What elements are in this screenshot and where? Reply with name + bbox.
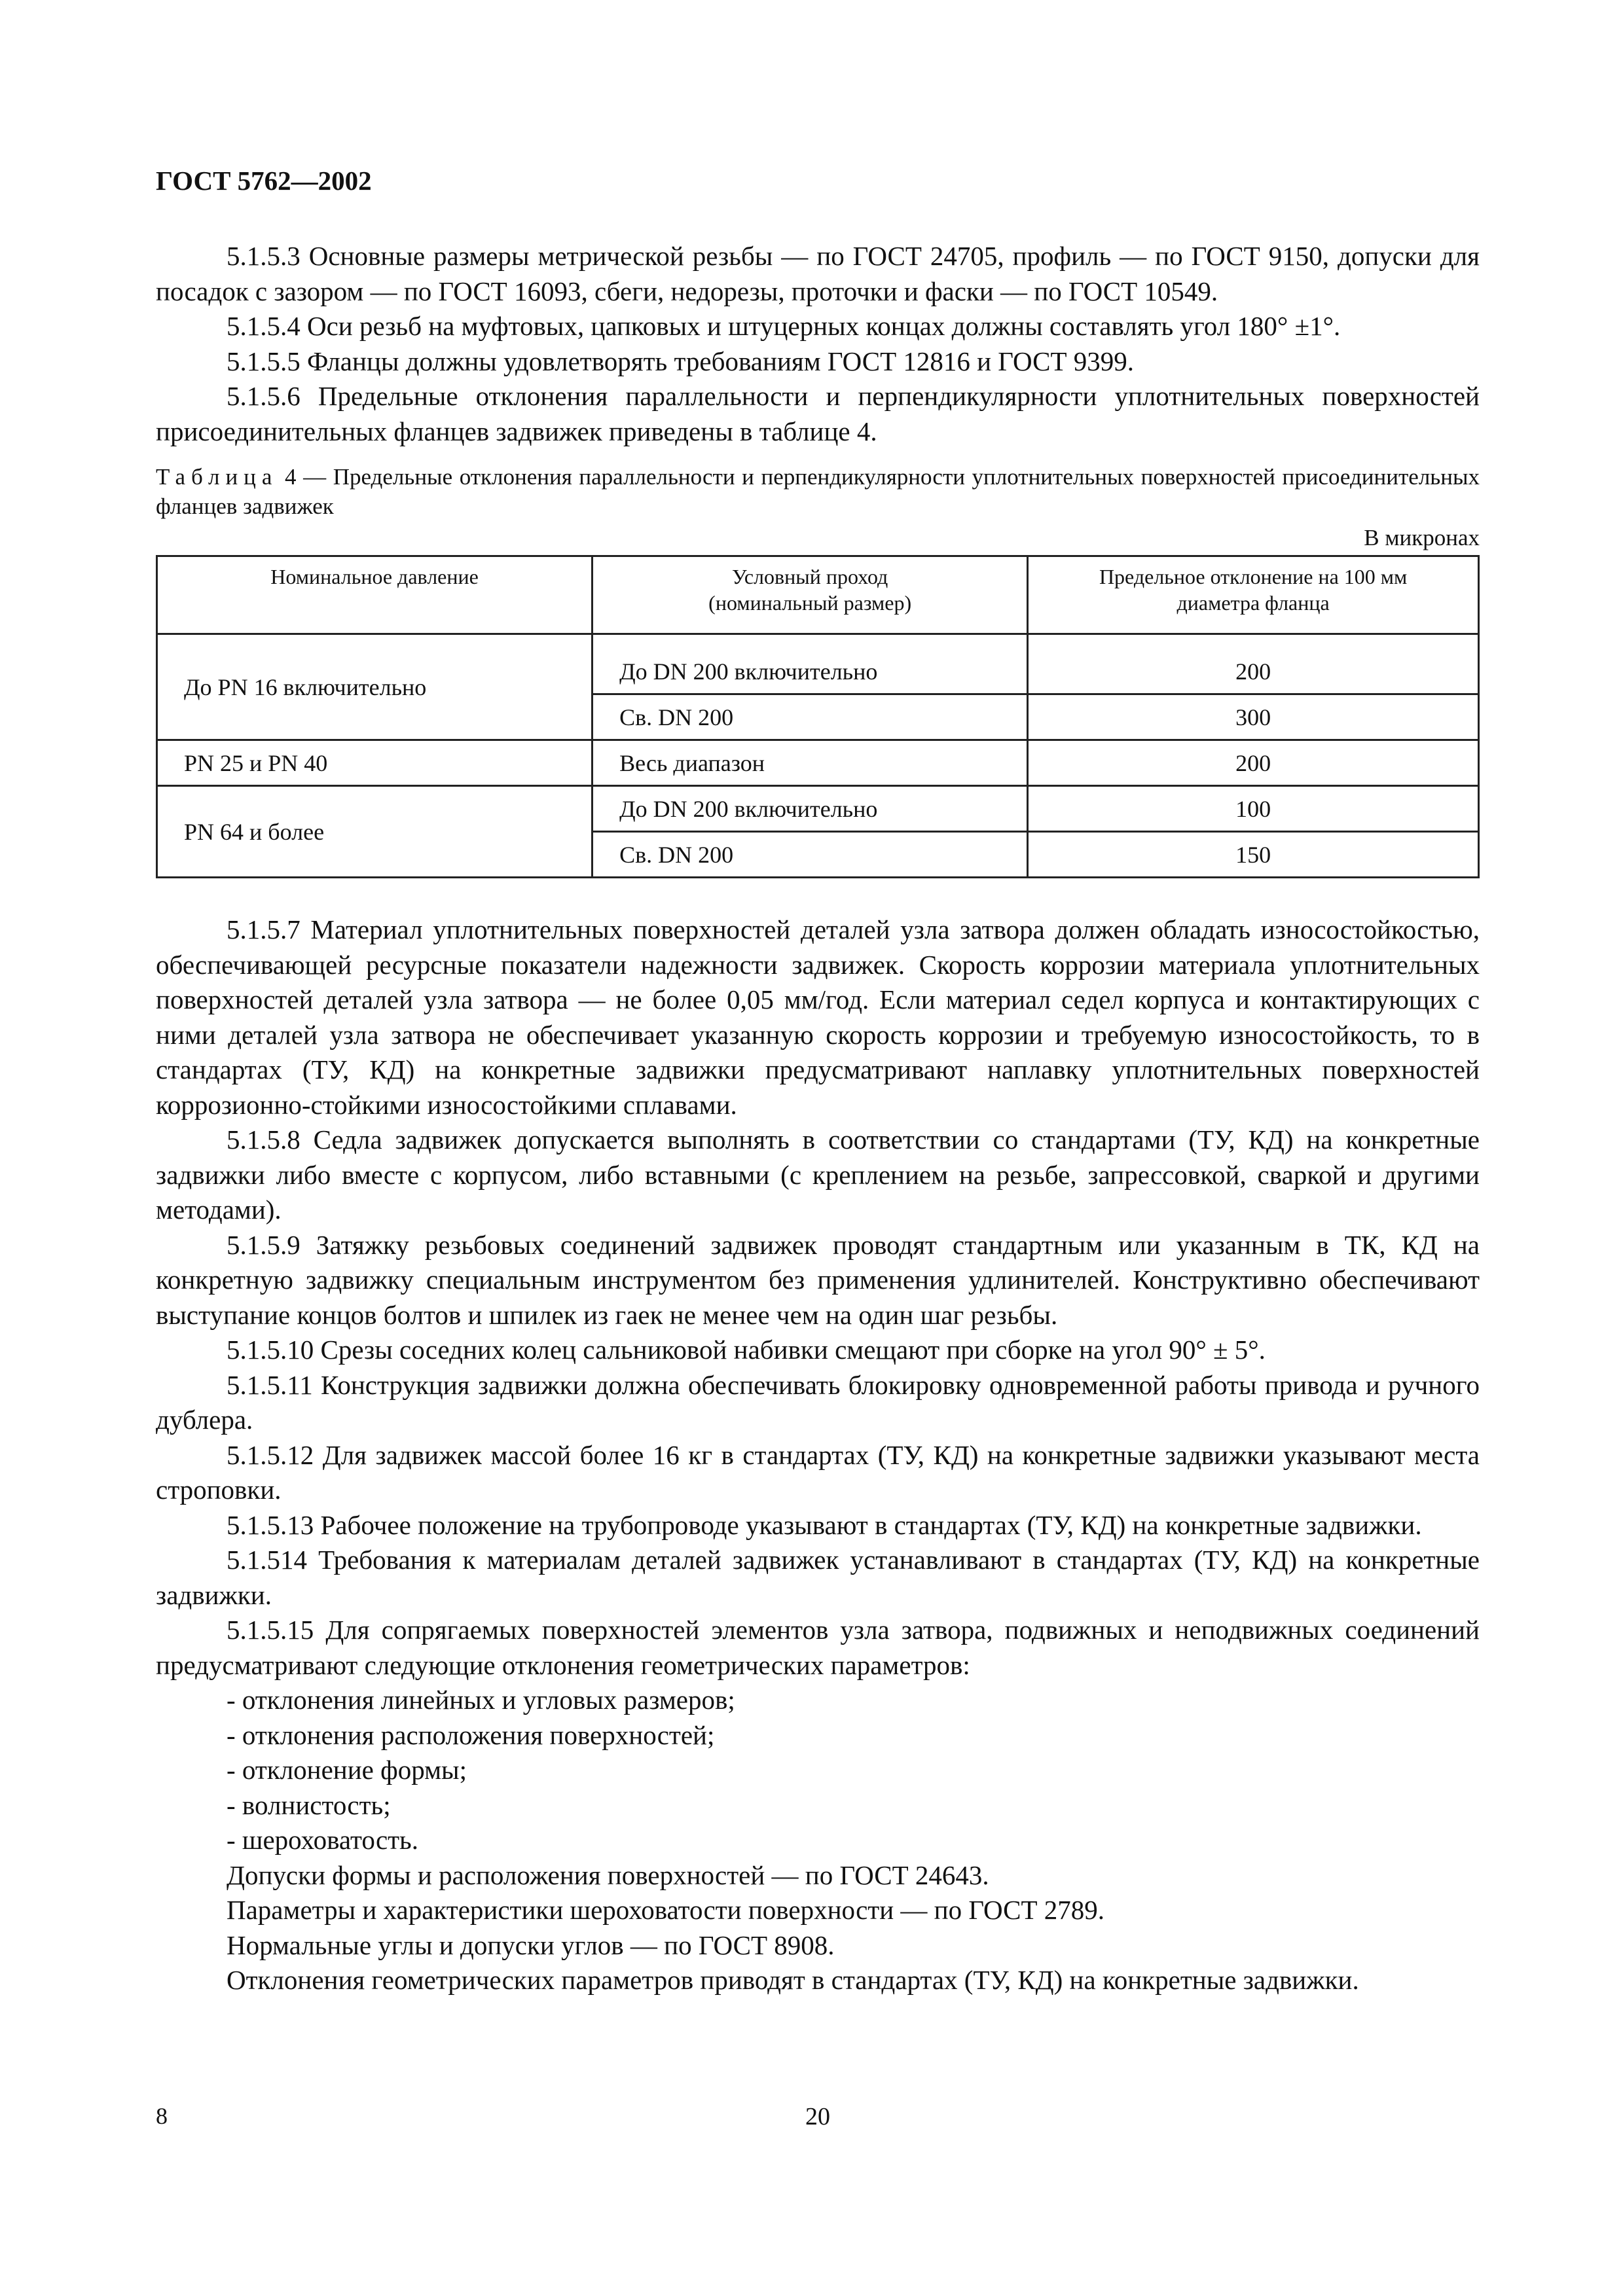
header-pressure: Номинальное давление — [157, 556, 593, 634]
cell-deviation: 300 — [1028, 694, 1479, 740]
closing-form-tolerances: Допуски формы и расположения поверхностей — по ГОСТ 24643. — [227, 1859, 989, 1890]
cell-passage: Весь диапазон — [593, 740, 1028, 786]
paragraph-5-1-5-6: 5.1.5.6 Предельные отклонения параллельности и перпендикулярности уплотнительных поверхностей присоединительных фланцев задвижек приведены в таблице 4. — [156, 381, 1480, 446]
deviation-table — [156, 555, 1480, 878]
table-caption — [156, 462, 1480, 521]
cell-deviation: 150 — [1028, 832, 1479, 878]
paragraph-5-1-5-3: 5.1.5.3 Основные размеры метрической резьбы — по ГОСТ 24705, профиль — по ГОСТ 9150, допуски для посадок с зазором — по ГОСТ 16093, сбеги, недорезы, проточки и фаски — по ГОСТ 10549. — [156, 241, 1480, 306]
paragraph-5-1-5-7: 5.1.5.7 Материал уплотнительных поверхностей деталей узла затвора должен обладать износостойкостью, обеспечивающей ресурсные показатели надежности задвижек. Скорость коррозии материала уплотнительных поверхностей деталей узла затвора — не более 0,05 мм/год. Если материал седел корпуса и контактирующих с ними деталей узла затвора не обеспечивает указанную скорость коррозии и требуемую износостойкость, то в стандартах (ТУ, КД) на конкретные задвижки предусматривают наплавку уплотнительных поверхностей коррозионно-стойкими износостойкими сплавами. — [156, 914, 1480, 1120]
document-body — [156, 239, 1480, 1998]
list-item: - отклонения расположения поверхностей; — [227, 1719, 715, 1750]
list-item: - отклонения линейных и угловых размеров; — [227, 1685, 735, 1715]
standard-header: ГОСТ 5762—2002 — [156, 166, 372, 196]
cell-pressure: PN 25 и PN 40 — [157, 740, 593, 786]
paragraph-5-1-5-10: 5.1.5.10 Срезы соседних колец сальниковой набивки смещают при сборке на угол 90° ± 5°. — [227, 1335, 1266, 1365]
paragraph-5-1-5-8: 5.1.5.8 Седла задвижек допускается выполнять в соответствии со стандартами (ТУ, КД) на конкретные задвижки либо вместе с корпусом, либо вставными (с креплением на резьбе, запрессовкой, сваркой и другими методами). — [156, 1124, 1480, 1225]
paragraph-5-1-5-4: 5.1.5.4 Оси резьб на муфтовых, цапковых и штуцерных концах должны составлять угол 180° ±1°. — [227, 311, 1341, 341]
sheet-number: 20 — [805, 2103, 830, 2130]
paragraph-5-1-5-9: 5.1.5.9 Затяжку резьбовых соединений задвижек проводят стандартным или указанным в ТК, КД на конкретную задвижку специальным инструментом без применения удлинителей. Конструктивно обеспечивают выступание концов болтов и шпилек из гаек не менее чем на один шаг резьбы. — [156, 1229, 1480, 1330]
paragraph-5-1-5-14: 5.1.514 Требования к материалам деталей задвижек устанавливают в стандартах (ТУ, КД) на конкретные задвижки. — [156, 1545, 1480, 1610]
cell-passage: Св. DN 200 — [593, 694, 1028, 740]
paragraph-5-1-5-13: 5.1.5.13 Рабочее положение на трубопроводе указывают в стандартах (ТУ, КД) на конкретные задвижки. — [227, 1509, 1422, 1540]
paragraph-5-1-5-15: 5.1.5.15 Для сопрягаемых поверхностей элементов узла затвора, подвижных и неподвижных соединений предусматривают следующие отклонения геометрических параметров: — [156, 1615, 1480, 1680]
list-item: - шероховатость. — [227, 1825, 419, 1855]
table-row — [157, 740, 1479, 786]
cell-deviation: 100 — [1028, 786, 1479, 832]
cell-passage: До DN 200 включительно — [593, 634, 1028, 694]
table-row — [157, 786, 1479, 832]
closing-roughness: Параметры и характеристики шероховатости поверхности — по ГОСТ 2789. — [227, 1895, 1105, 1925]
table-caption-text: 4 — Предельные отклонения параллельности и перпендикулярности уплотнительных поверхностей присоединительных фланцев задвижек — [156, 464, 1480, 519]
cell-passage: Св. DN 200 — [593, 832, 1028, 878]
paragraph-5-1-5-11: 5.1.5.11 Конструкция задвижки должна обеспечивать блокировку одновременной работы привода и ручного дублера. — [156, 1369, 1480, 1435]
cell-pressure: PN 64 и более — [157, 786, 593, 878]
table-header-row — [157, 556, 1479, 634]
closing-angles: Нормальные углы и допуски углов — по ГОСТ 8908. — [227, 1929, 835, 1960]
table-units: В микронах — [1364, 525, 1480, 550]
cell-pressure: До PN 16 включительно — [157, 634, 593, 740]
paragraph-5-1-5-12: 5.1.5.12 Для задвижек массой более 16 кг в стандартах (ТУ, КД) на конкретные задвижки указывают места строповки. — [156, 1439, 1480, 1505]
cell-deviation: 200 — [1028, 740, 1479, 786]
page-number: 8 — [156, 2103, 168, 2129]
paragraph-5-1-5-5: 5.1.5.5 Фланцы должны удовлетворять требованиям ГОСТ 12816 и ГОСТ 9399. — [227, 346, 1134, 376]
header-passage: Условный проход (номинальный размер) — [593, 556, 1028, 634]
cell-deviation: 200 — [1028, 634, 1479, 694]
closing-geometry: Отклонения геометрических параметров приводят в стандартах (ТУ, КД) на конкретные задвижки. — [227, 1965, 1359, 1995]
table-caption-label: Таблица — [156, 464, 278, 490]
list-item: - волнистость; — [227, 1789, 391, 1820]
table-row — [157, 634, 1479, 694]
list-item: - отклонение формы; — [227, 1755, 467, 1785]
header-deviation: Предельное отклонение на 100 мм диаметра фланца — [1028, 556, 1479, 634]
cell-passage: До DN 200 включительно — [593, 786, 1028, 832]
document-page — [156, 0, 1480, 2296]
